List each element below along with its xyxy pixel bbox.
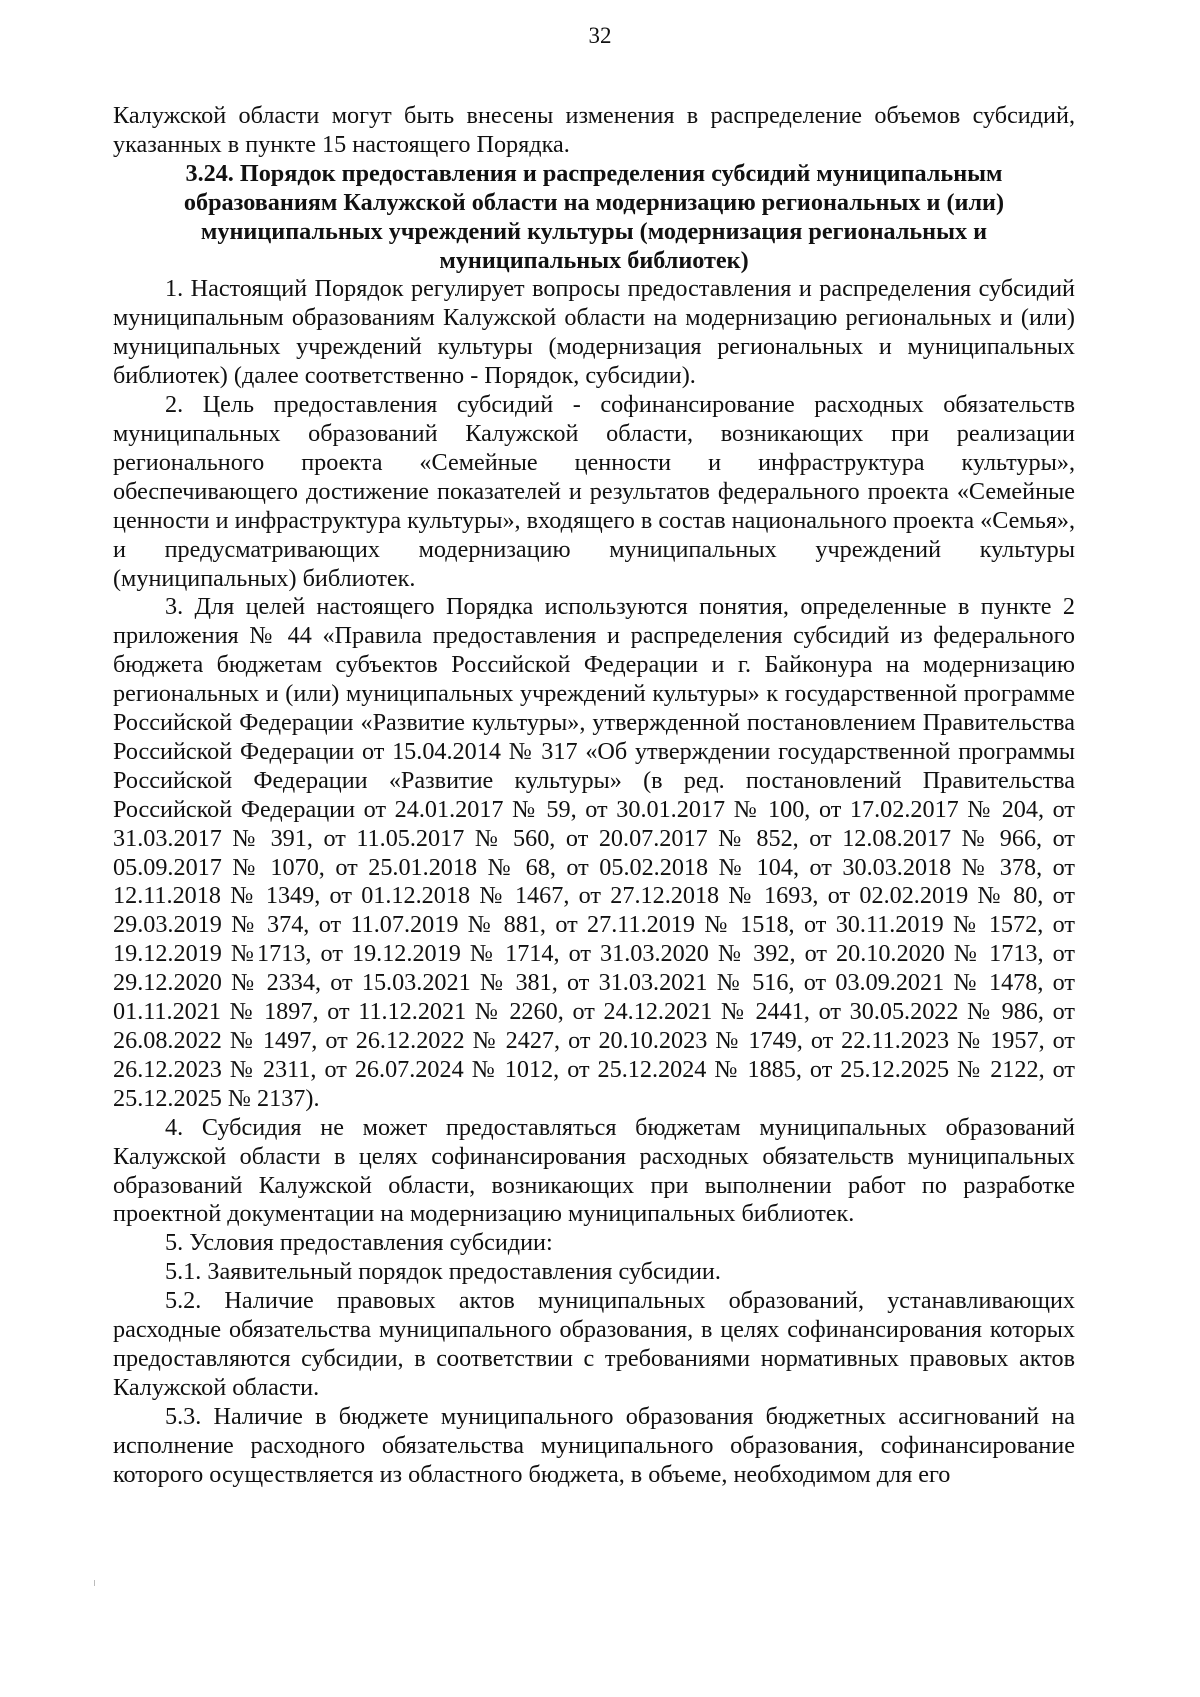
paragraph-4: 4. Субсидия не может предоставляться бюджетам муниципальных образований Калужской области в целях софинансирования расходных обязательств муниципальных образований Калужской области, возникающих при выполнении работ по разработке проектной документации на модернизацию муниципальных библиотек.	[113, 1113, 1075, 1228]
paragraph-5: 5. Условия предоставления субсидии:	[165, 1229, 553, 1257]
section-heading-line: образованиям Калужской области на модернизацию региональных и (или)	[183, 188, 1005, 216]
continuation-paragraph: Калужской области могут быть внесены изменения в распределение объемов субсидий, указанных в пункте 15 настоящего Порядка.	[113, 102, 1075, 158]
paragraph-1: 1. Настоящий Порядок регулирует вопросы предоставления и распределения субсидий муниципальным образованиям Калужской области на модернизацию региональных и (или) муниципальных учреждений культуры (модернизация региональных и муниципальных библиотек) (далее соответственно - Порядок, субсидии).	[113, 275, 1075, 390]
section-heading-line: муниципальных учреждений культуры (модернизация региональных и	[200, 217, 988, 245]
paragraph-5-1: 5.1. Заявительный порядок предоставления субсидии.	[165, 1258, 721, 1286]
paragraph-3: 3. Для целей настоящего Порядка используются понятия, определенные в пункте 2 приложения № 44 «Правила предоставления и распределения субсидий из федерального бюджета бюджетам субъектов Российской Федерации и г. Байконура на модернизацию региональных и (или) муниципальных учреждений культуры» к государственной программе Российской Федерации «Развитие культуры», утвержденной постановлением Правительства Российской Федерации от 15.04.2014 № 317 «Об утверждении государственной программы Российской Федерации «Развитие культуры» (в ред. постановлений Правительства Российской Федерации от 24.01.2017 № 59, от 30.01.2017 № 100, от 17.02.2017 № 204, от 31.03.2017 № 391, от 11.05.2017 № 560, от 20.07.2017 № 852, от 12.08.2017 № 966, от 05.09.2017 № 1070, от 25.01.2018 № 68, от 05.02.2018 № 104, от 30.03.2018 № 378, от 12.11.2018 № 1349, от 01.12.2018 № 1467, от 27.12.2018 № 1693, от 02.02.2019 № 80, от 29.03.2019 № 374, от 11.07.2019 № 881, от 27.11.2019 № 1518, от 30.11.2019 № 1572, от 19.12.2019 №1713, от 19.12.2019 № 1714, от 31.03.2020 № 392, от 20.10.2020 № 1713, от 29.12.2020 № 2334, от 15.03.2021 № 381, от 31.03.2021 № 516, от 03.09.2021 № 1478, от 01.11.2021 № 1897, от 11.12.2021 № 2260, от 24.12.2021 № 2441, от 30.05.2022 № 986, от 26.08.2022 № 1497, от 26.12.2022 № 2427, от 20.10.2023 № 1749, от 22.11.2023 № 1957, от 26.12.2023 № 2311, от 26.07.2024 № 1012, от 25.12.2024 № 1885, от 25.12.2025 № 2122, от 25.12.2025 № 2137).	[113, 593, 1075, 1112]
section-heading-line: муниципальных библиотек)	[439, 246, 749, 274]
scan-margin-mark	[94, 1580, 95, 1586]
section-heading-line: 3.24. Порядок предоставления и распределения субсидий муниципальным	[185, 159, 1003, 187]
paragraph-5-3: 5.3. Наличие в бюджете муниципального образования бюджетных ассигнований на исполнение расходного обязательства муниципального образования, софинансирование которого осуществляется из областного бюджета, в объеме, необходимом для его	[113, 1402, 1075, 1488]
page-number: 32	[588, 23, 612, 48]
section-heading	[113, 160, 1075, 276]
paragraph-2: 2. Цель предоставления субсидий - софинансирование расходных обязательств муниципальных образований Калужской области, возникающих при реализации регионального проекта «Семейные ценности и инфраструктура культуры», обеспечивающего достижение показателей и результатов федерального проекта «Семейные ценности и инфраструктура культуры», входящего в состав национального проекта «Семья», и предусматривающих модернизацию муниципальных учреждений культуры (муниципальных) библиотек.	[113, 391, 1075, 592]
document-body	[113, 102, 1075, 1490]
paragraph-5-2: 5.2. Наличие правовых актов муниципальных образований, устанавливающих расходные обязательства муниципального образования, в целях софинансирования которых предоставляются субсидии, в соответствии с требованиями нормативных правовых актов Калужской области.	[113, 1287, 1075, 1401]
